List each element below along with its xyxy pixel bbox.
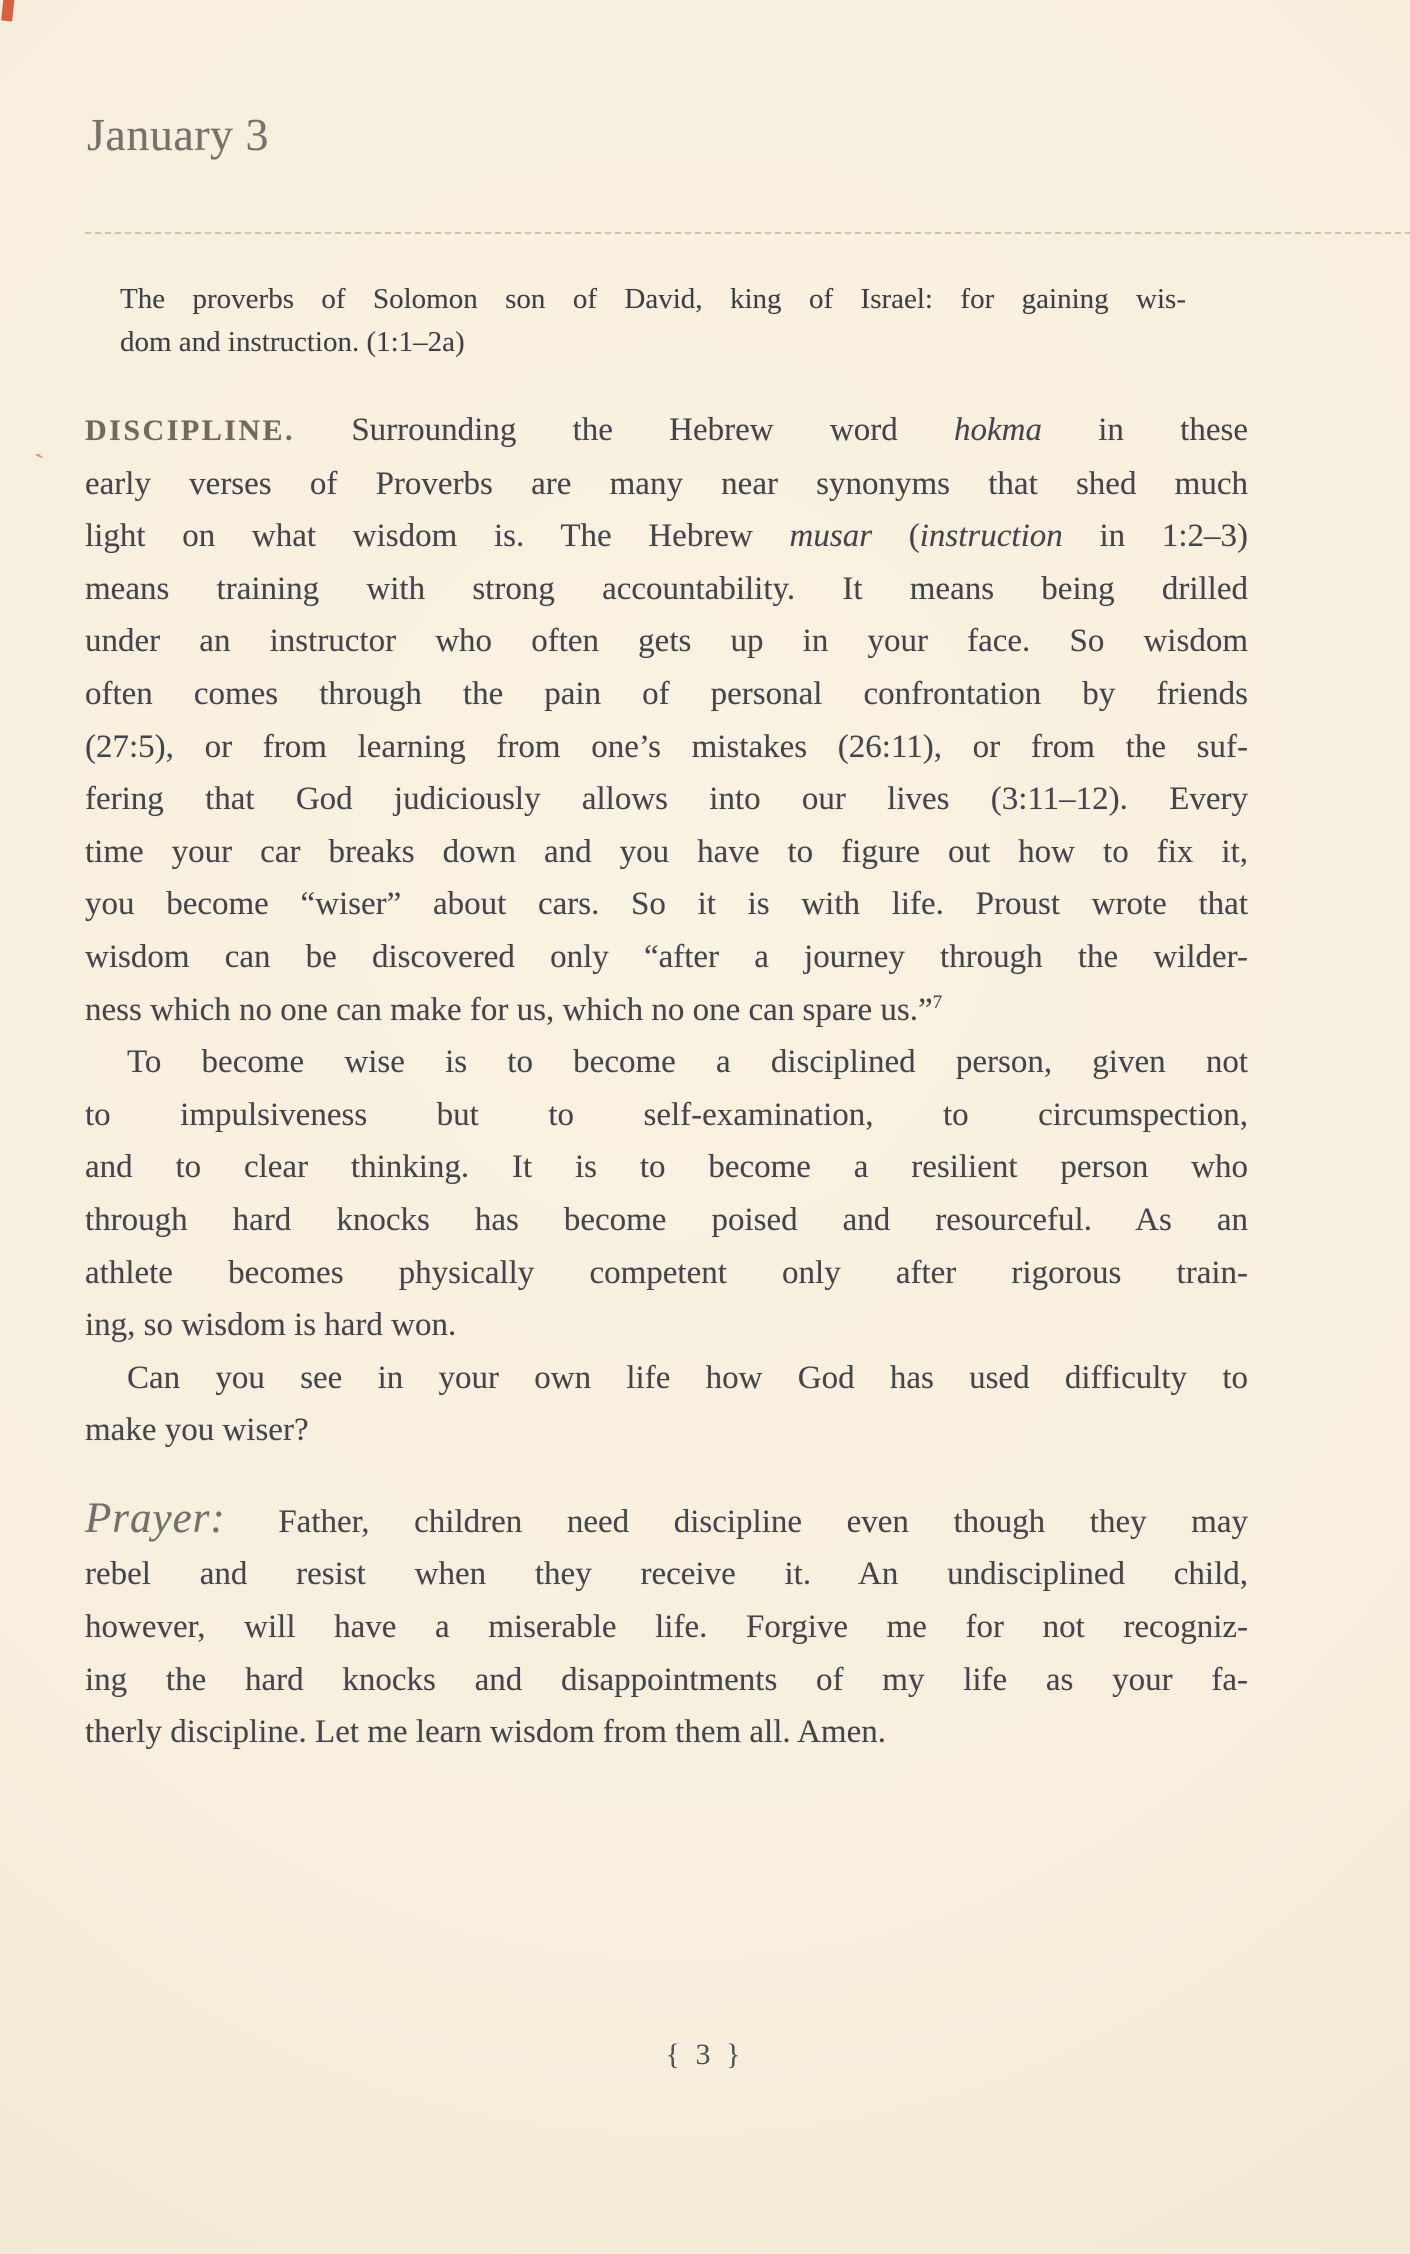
question-paragraph [85, 1352, 1248, 1457]
text-segment: time your car breaks down and you have to figure out how to fix it, [85, 833, 1248, 870]
text-line [85, 1404, 1248, 1457]
prayer-paragraph [85, 1493, 1248, 1759]
text-segment: to impulsiveness but to self-examination, to circumspection, [85, 1096, 1248, 1133]
text-segment: dom and instruction. (1:1–2a) [120, 326, 465, 358]
devotional-body [85, 404, 1248, 1759]
text-line [85, 1141, 1248, 1194]
text-segment: in 1:2–3) [1062, 518, 1248, 555]
text-segment: under an instructor who often gets up in your face. So wisdom [85, 623, 1248, 660]
text-line [85, 404, 1248, 458]
text-line [85, 458, 1248, 511]
page-number [0, 2038, 1410, 2072]
text-line [85, 1089, 1248, 1142]
text-segment: fering that God judiciously allows into our lives (3:11–12). Every [85, 781, 1248, 818]
text-segment: wisdom can be discovered only “after a journey through the wilder- [85, 938, 1248, 975]
header-divider-rule [85, 232, 1410, 234]
text-line [85, 773, 1248, 826]
text-line [85, 931, 1248, 984]
text-line [85, 1036, 1248, 1089]
text-segment: through hard knocks has become poised and resourceful. As an [85, 1201, 1248, 1238]
text-segment: ing, so wisdom is hard won. [85, 1307, 457, 1344]
text-line [85, 1548, 1248, 1601]
text-segment: ing the hard knocks and disappointments of my life as your fa- [85, 1661, 1248, 1698]
text-line [120, 278, 1186, 321]
text-segment: often comes through the pain of personal confrontation by friends [85, 675, 1248, 712]
text-segment: rebel and resist when they receive it. An undisciplined child, [85, 1556, 1248, 1593]
text-segment: therly discipline. Let me learn wisdom from them all. Amen. [85, 1714, 886, 1751]
sup-segment: 7 [932, 991, 943, 1013]
scan-artifact-tick: ˋ [32, 447, 51, 486]
text-segment: ( [872, 518, 920, 555]
text-line [85, 1352, 1248, 1405]
text-segment: however, will have a miserable life. Forgive me for not recogniz- [85, 1609, 1248, 1646]
text-segment: and to clear thinking. It is to become a resilient person who [85, 1149, 1248, 1186]
text-line [85, 1654, 1248, 1707]
i-segment: instruction [919, 518, 1063, 555]
text-line [85, 1299, 1248, 1352]
lead-segment: DISCIPLINE. [85, 414, 296, 447]
discipline-paragraph [85, 404, 1248, 1036]
page-content [0, 109, 1410, 1759]
text-segment: To become wise is to become a disciplined person, given not [127, 1044, 1248, 1081]
text-segment: light on what wisdom is. The Hebrew [85, 518, 790, 555]
text-segment: Can you see in your own life how God has used difficulty to [127, 1359, 1248, 1396]
text-line [85, 826, 1248, 879]
text-segment: athlete becomes physically competent only after rigorous train- [85, 1254, 1248, 1291]
text-line [85, 668, 1248, 721]
i-segment: musar [789, 518, 873, 555]
text-line [85, 563, 1248, 616]
text-segment: Surrounding the Hebrew word [295, 412, 954, 448]
text-line [85, 1706, 1248, 1759]
text-segment: make you wiser? [85, 1412, 309, 1449]
text-line [85, 1194, 1248, 1247]
text-line [85, 615, 1248, 668]
text-line [120, 321, 1186, 364]
text-segment: Father, children need discipline even though they may [233, 1503, 1248, 1540]
text-segment: in these [1041, 412, 1248, 448]
text-line [85, 1601, 1248, 1654]
text-line [85, 510, 1248, 563]
text-segment: (27:5), or from learning from one’s mistakes (26:11), or from the suf- [85, 728, 1248, 765]
text-segment: you become “wiser” about cars. So it is with life. Proust wrote that [85, 886, 1248, 923]
page-number-text: { 3 } [665, 2038, 745, 2071]
page-title: January 3 [87, 109, 270, 160]
text-segment: The proverbs of Solomon son of David, king of Israel: for gaining wis- [120, 283, 1186, 315]
text-line [85, 878, 1248, 931]
text-line [85, 984, 1248, 1037]
text-line [85, 1493, 1248, 1549]
prayer-lead-segment: Prayer: [85, 1494, 226, 1542]
scan-artifact-red-mark [1, 0, 15, 22]
text-segment: early verses of Proverbs are many near synonyms that shed much [85, 465, 1248, 502]
become-wise-paragraph [85, 1036, 1248, 1352]
text-segment: means training with strong accountability. It means being drilled [85, 570, 1248, 607]
i-segment: hokma [953, 412, 1042, 448]
text-line [85, 1247, 1248, 1300]
scripture-quote [120, 278, 1186, 364]
text-line [85, 721, 1248, 774]
text-segment: ness which no one can make for us, which no one can spare us.” [85, 991, 933, 1028]
